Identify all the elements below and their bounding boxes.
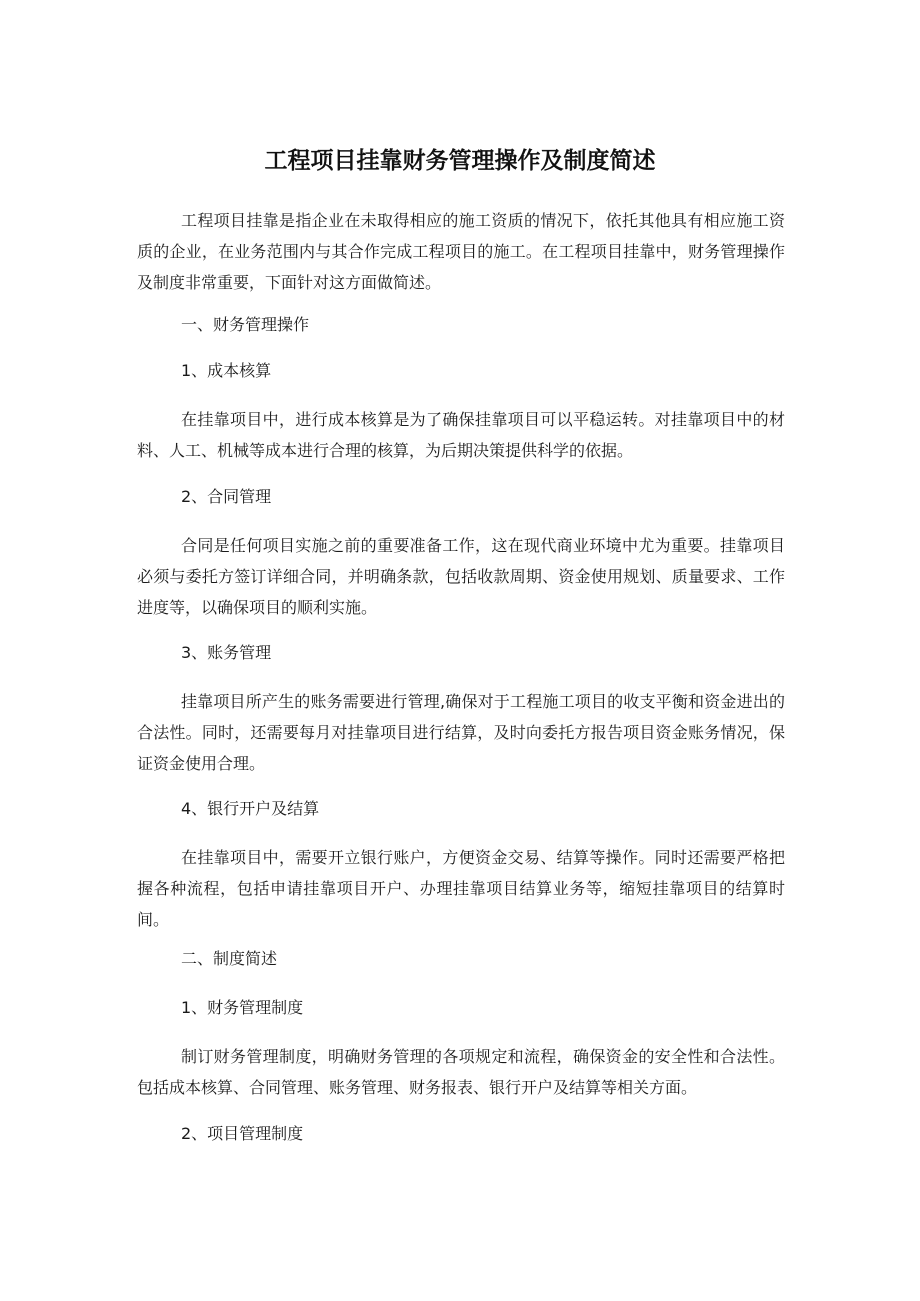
subheading-project-system: 2、项目管理制度 [181, 1124, 304, 1143]
intro-paragraph: 工程项目挂靠是指企业在未取得相应的施工资质的情况下，依托其他具有相应施工资质的企业，在业务范围内与其合作完成工程项目的施工。在工程项目挂靠中，财务管理操作及制度非常重要，下面针对这方面做简述。 [137, 211, 785, 292]
subheading-contract-management: 2、合同管理 [181, 487, 272, 506]
paragraph-account-management: 挂靠项目所产生的账务需要进行管理,确保对于工程施工项目的收支平衡和资金进出的合法性。同时，还需要每月对挂靠项目进行结算，及时向委托方报告项目资金账务情况，保证资金使用合理。 [137, 692, 785, 773]
subheading-financial-system: 1、财务管理制度 [181, 998, 304, 1017]
section-heading-system-overview: 二、制度简述 [181, 949, 278, 968]
subheading-account-management: 3、账务管理 [181, 643, 272, 662]
paragraph-cost-accounting: 在挂靠项目中，进行成本核算是为了确保挂靠项目可以平稳运转。对挂靠项目中的材料、人工、机械等成本进行合理的核算，为后期决策提供科学的依据。 [137, 410, 785, 460]
subheading-bank-account: 4、银行开户及结算 [181, 799, 320, 818]
subheading-cost-accounting: 1、成本核算 [181, 361, 272, 380]
document-title: 工程项目挂靠财务管理操作及制度简述 [264, 148, 656, 175]
paragraph-contract-management: 合同是任何项目实施之前的重要准备工作，这在现代商业环境中尤为重要。挂靠项目必须与委托方签订详细合同，并明确条款，包括收款周期、资金使用规划、质量要求、工作进度等，以确保项目的顺利实施。 [137, 536, 785, 617]
section-heading-financial-operations: 一、财务管理操作 [181, 315, 310, 334]
paragraph-bank-account: 在挂靠项目中，需要开立银行账户，方便资金交易、结算等操作。同时还需要严格把握各种流程，包括申请挂靠项目开户、办理挂靠项目结算业务等，缩短挂靠项目的结算时间。 [137, 848, 785, 929]
paragraph-financial-system: 制订财务管理制度，明确财务管理的各项规定和流程，确保资金的安全性和合法性。包括成本核算、合同管理、账务管理、财务报表、银行开户及结算等相关方面。 [137, 1047, 785, 1097]
